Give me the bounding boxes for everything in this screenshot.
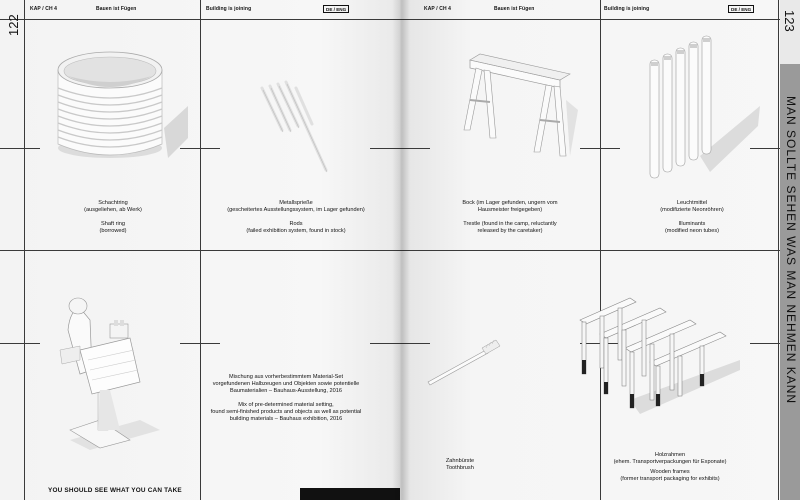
wooden-frames-illustration <box>570 290 740 420</box>
right-page <box>400 0 800 500</box>
header-title-en: Building is joining <box>604 6 650 12</box>
header-title-de: Bauen ist Fügen <box>494 6 535 12</box>
caption-trestle: Bock (im Lager gefunden, ungern vom Hausmeister freigegeben) Trestle (found in the camp, reluctantly released by the caretaker) <box>462 200 558 234</box>
shaft-ring-illustration <box>48 48 188 168</box>
header-chapter: KAP / CH 4 <box>30 6 58 12</box>
caption-shaft-ring: Schachtring (ausgeliehen, ab Werk) Shaft ring (borrowed) <box>84 200 142 234</box>
caption-toothbrush: Zahnbürste Toothbrush <box>445 458 475 471</box>
language-badge: DE / ENG <box>323 5 349 13</box>
book-gutter <box>392 0 410 500</box>
grid-line <box>0 250 400 251</box>
neon-tubes-illustration <box>640 36 760 186</box>
toothbrush-illustration <box>426 340 506 390</box>
caption-wooden-frames: Holzrahmen (ehem. Transportverpackungen für Exponate) Wooden frames (former transport packaging for exhibits) <box>613 452 727 482</box>
rods-illustration <box>256 80 346 180</box>
black-bar <box>300 488 400 500</box>
grid-line <box>400 19 780 20</box>
header-title-de: Bauen ist Fügen <box>96 6 137 12</box>
header-title-en: Building is joining <box>206 6 252 12</box>
grid-line <box>0 19 400 20</box>
caption-material-mix: Mischung aus vorherbestimmtem Material-Set vorgefundenen Halbzeugen und Objekten sowie potentielle Baumaterialien – Bauhaus-Ausstellung, 2016 Mix of pre-determined material setting, found semi-finished products and objects as well as potential building materials – Bauhaus exhibition, 2016 <box>210 374 362 422</box>
grid-line <box>400 250 780 251</box>
page-number-right: 123 <box>782 10 797 32</box>
tagline: YOU SHOULD SEE WHAT YOU CAN TAKE <box>48 487 182 494</box>
grid-line <box>580 148 620 149</box>
trestle-illustration <box>450 40 580 160</box>
caption-neon-tubes: Leuchtmittel (modifizierte Neonröhren) Illuminants (modified neon tubes) <box>660 200 724 234</box>
caption-rods: Metallspriеße (gescheitertes Ausstellungssystem, im Lager gefunden) Rods (failed exhibition system, found in stock) <box>227 200 365 234</box>
grid-line <box>180 343 220 344</box>
page-number-left: 122 <box>6 14 21 36</box>
grid-line <box>750 343 780 344</box>
grid-line <box>0 343 40 344</box>
header-chapter: KAP / CH 4 <box>424 6 452 12</box>
grid-line <box>0 148 40 149</box>
language-badge: DE / ENG <box>728 5 754 13</box>
side-title: MAN SOLLTE SEHEN WAS MAN NEHMEN KANN <box>784 96 798 405</box>
dental-chair-illustration <box>40 290 160 450</box>
